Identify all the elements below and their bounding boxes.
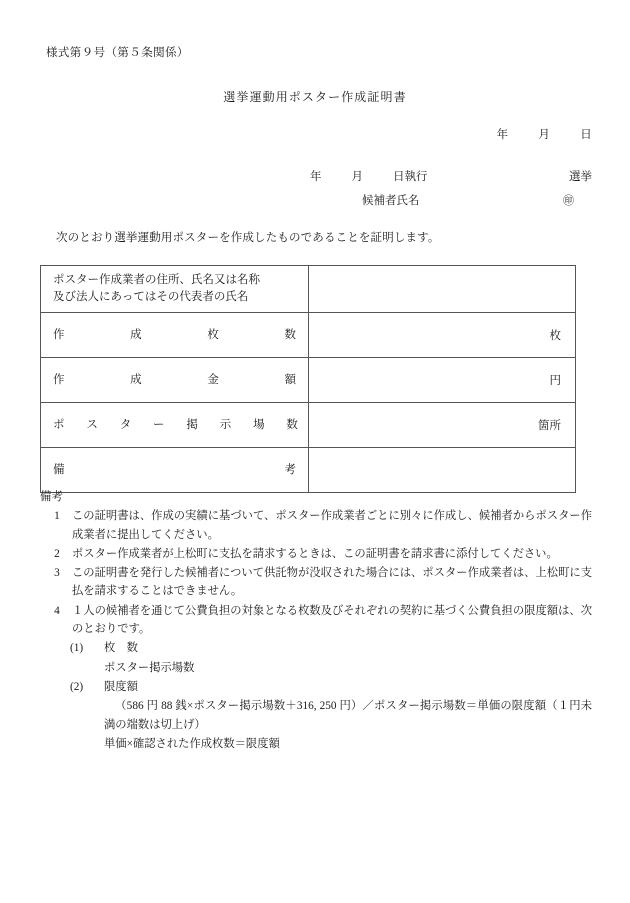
label-char: 金 — [207, 373, 219, 386]
issue-date-day: 日 — [580, 129, 592, 141]
vendor-label-line-2: 及び法人にあってはその代表者の氏名 — [53, 291, 249, 303]
remarks-heading: 備考 — [40, 491, 64, 503]
table-row — [41, 313, 576, 358]
election-execution-line — [310, 168, 592, 184]
note-number: 3 — [54, 567, 60, 580]
candidate-name-label: 候補者氏名 — [362, 195, 420, 207]
subitem-number: (1) — [70, 642, 84, 655]
subitem-number: (2) — [70, 680, 84, 693]
label-char: 示 — [219, 418, 232, 431]
label-char: 作 — [53, 373, 65, 386]
note-item — [40, 545, 592, 563]
vendor-label-line-1: ポスター作成業者の住所、氏名又は名称 — [53, 274, 260, 287]
seal-icon: ㊞ — [563, 195, 574, 207]
label-char: 成 — [130, 373, 142, 386]
note-subitem — [40, 639, 592, 657]
note-text: ポスター作成業者が上松町に支払を請求するときは、この証明書を請求書に添付してください。 — [72, 547, 558, 560]
note-number: 2 — [54, 547, 60, 560]
row-value-remarks[interactable] — [309, 448, 576, 493]
label-char: 考 — [284, 463, 296, 476]
note-item — [40, 564, 592, 601]
unit-price-formula-line: 単価×確認された作成枚数＝限度額 — [104, 737, 280, 750]
note-text: この証明書は、作成の実績に基づいて、ポスター作成業者ごとに別々に作成し、候補者からポスター作成業者に提出してください。 — [72, 510, 592, 541]
subitem-line: ポスター掲示場数 — [104, 661, 195, 674]
row-value-sheet-count[interactable] — [309, 313, 576, 358]
issue-date-line — [497, 126, 592, 142]
row-label-vendor-info — [41, 266, 309, 313]
page-title: 選挙運動用ポスター作成証明書 — [223, 90, 407, 104]
table-row — [41, 358, 576, 403]
row-value-board-count[interactable] — [309, 403, 576, 448]
label-char: 数 — [286, 418, 298, 431]
certification-statement: 次のとおり選挙運動用ポスターを作成したものであることを証明します。 — [56, 232, 440, 244]
label-char: ス — [86, 418, 98, 431]
note-number: 4 — [54, 604, 60, 617]
table-row — [41, 266, 576, 313]
limit-formula-line — [40, 697, 592, 734]
label-char: 額 — [284, 373, 296, 386]
label-char: 枚 — [207, 328, 219, 341]
label-char: タ — [119, 418, 132, 431]
candidate-name-line — [310, 192, 592, 208]
row-value-vendor-info[interactable] — [309, 266, 576, 313]
exec-year: 年 — [310, 171, 322, 183]
remarks-section — [40, 488, 592, 753]
table-row — [41, 448, 576, 493]
label-char: 備 — [53, 463, 65, 476]
label-char: 場 — [253, 418, 265, 431]
note-item — [40, 507, 592, 544]
label-char: 成 — [130, 328, 142, 341]
row-label-remarks — [41, 448, 309, 493]
issue-date-year: 年 — [496, 129, 509, 141]
unit-locations: 箇所 — [538, 420, 561, 432]
poster-creation-table — [40, 265, 576, 493]
subitem-label: 限度額 — [104, 680, 138, 693]
label-char: 掲 — [186, 418, 198, 431]
form-number: 様式第９号（第５条関係） — [46, 47, 189, 59]
note-subitem — [40, 678, 592, 696]
exec-day: 日執行 — [393, 171, 428, 183]
unit-yen: 円 — [549, 375, 561, 387]
limit-formula-text: （586 円 88 銭×ポスター掲示場数＋316, 250 円）／ポスター掲示場数＝単価の限度額（１円未満の端数は切上げ） — [104, 700, 592, 731]
label-char: 数 — [284, 328, 296, 341]
row-label-sheet-count — [41, 313, 309, 358]
label-char: 作 — [53, 328, 65, 341]
note-text: １人の候補者を通じて公費負担の対象となる枚数及びそれぞれの契約に基づく公費負担の限度額は、次のとおりです。 — [72, 604, 592, 636]
row-label-board-count — [41, 403, 309, 448]
row-value-amount[interactable] — [309, 358, 576, 403]
unit-sheets: 枚 — [549, 330, 561, 342]
label-char: ー — [153, 418, 165, 431]
note-item — [40, 602, 592, 639]
note-number: 1 — [54, 510, 60, 523]
exec-month: 月 — [351, 171, 363, 183]
table-row — [41, 403, 576, 448]
label-char: ポ — [53, 418, 65, 431]
subitem-label: 枚 数 — [104, 642, 138, 655]
election-label: 選挙 — [569, 171, 592, 183]
row-label-amount — [41, 358, 309, 403]
issue-date-month: 月 — [538, 129, 551, 141]
note-text: この証明書を発行した候補者について供託物が没収された場合には、ポスター作成業者は、上松町に支払を請求することはできません。 — [72, 567, 592, 598]
